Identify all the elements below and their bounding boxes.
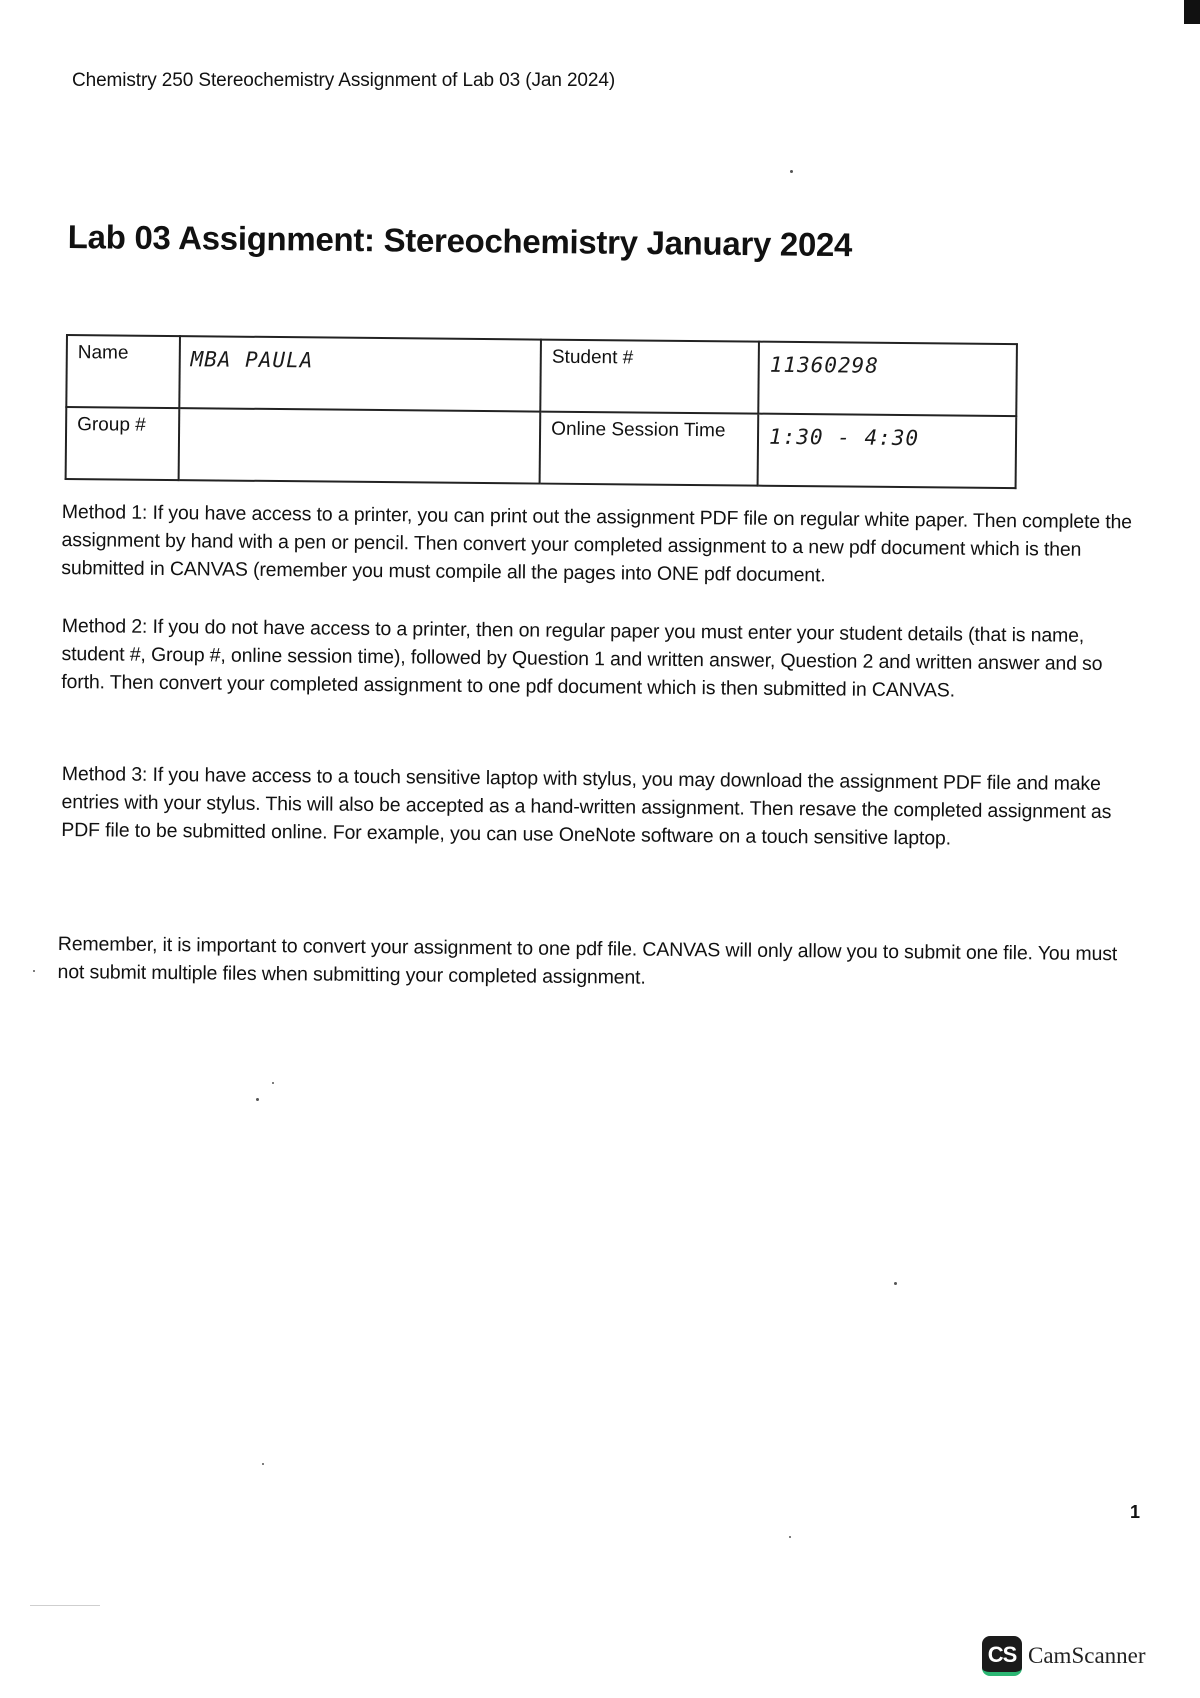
running-header: Chemistry 250 Stereochemistry Assignment of Lab 03 (Jan 2024): [72, 70, 616, 91]
scan-speck: [790, 170, 793, 173]
scan-speck: [894, 1282, 897, 1285]
camscanner-badge-icon: CS: [982, 1636, 1022, 1676]
method-2-paragraph: Method 2: If you do not have access to a printer, then on regular paper you must enter your student details (that is name, student #, Group #, online session time), followed by Question 1 and written answer, Question 2 and written answer and so forth. Then convert your completed assignment to one pdf document which is then submitted in CANVAS.: [61, 614, 1103, 702]
document-title: Lab 03 Assignment: Stereochemistry January 2024: [67, 218, 853, 264]
camscanner-logo: [982, 1636, 1146, 1676]
page-number: 1: [1130, 1502, 1141, 1522]
student-number-label: Student #: [540, 340, 759, 414]
method-1-paragraph: Method 1: If you have access to a printer, you can print out the assignment PDF file on regular white paper. Then complete the assignment by hand with a pen or pencil. Then convert your completed assignment to a new pdf document which is then submitted in CANVAS (remember you must compile all the pages into ONE pdf document.: [61, 500, 1133, 587]
group-label: Group #: [66, 407, 179, 480]
session-time-value: 1:30 - 4:30: [758, 414, 1017, 488]
scan-corner-mark: [1184, 0, 1200, 24]
student-number-value: 11360298: [758, 342, 1017, 416]
session-time-label: Online Session Time: [540, 412, 759, 486]
student-info-table: [65, 334, 1018, 489]
camscanner-wordmark: CamScanner: [1028, 1643, 1146, 1668]
scan-speck: [272, 1082, 274, 1084]
scan-speck: [262, 1463, 264, 1465]
group-value: [178, 408, 540, 483]
scan-speck: [789, 1536, 791, 1538]
scan-speck: [256, 1098, 259, 1101]
name-label: Name: [66, 335, 179, 408]
reminder-paragraph: Remember, it is important to convert your assignment to one pdf file. CANVAS will only allow you to submit one file. You must not submit multiple files when submitting your completed assignment.: [57, 932, 1118, 989]
name-value: MBA PAULA: [179, 336, 541, 411]
method-3-paragraph: Method 3: If you have access to a touch sensitive laptop with stylus, you may download the assignment PDF file and make entries with your stylus. This will also be accepted as a hand-written assignment. Then resave the completed assignment as PDF file to be submitted online. For example, you can use OneNote software on a touch sensitive laptop.: [61, 762, 1112, 850]
table-row: [66, 407, 1017, 488]
scan-speck: [33, 970, 35, 972]
table-row: [66, 335, 1017, 416]
footer-rule: [30, 1605, 100, 1606]
